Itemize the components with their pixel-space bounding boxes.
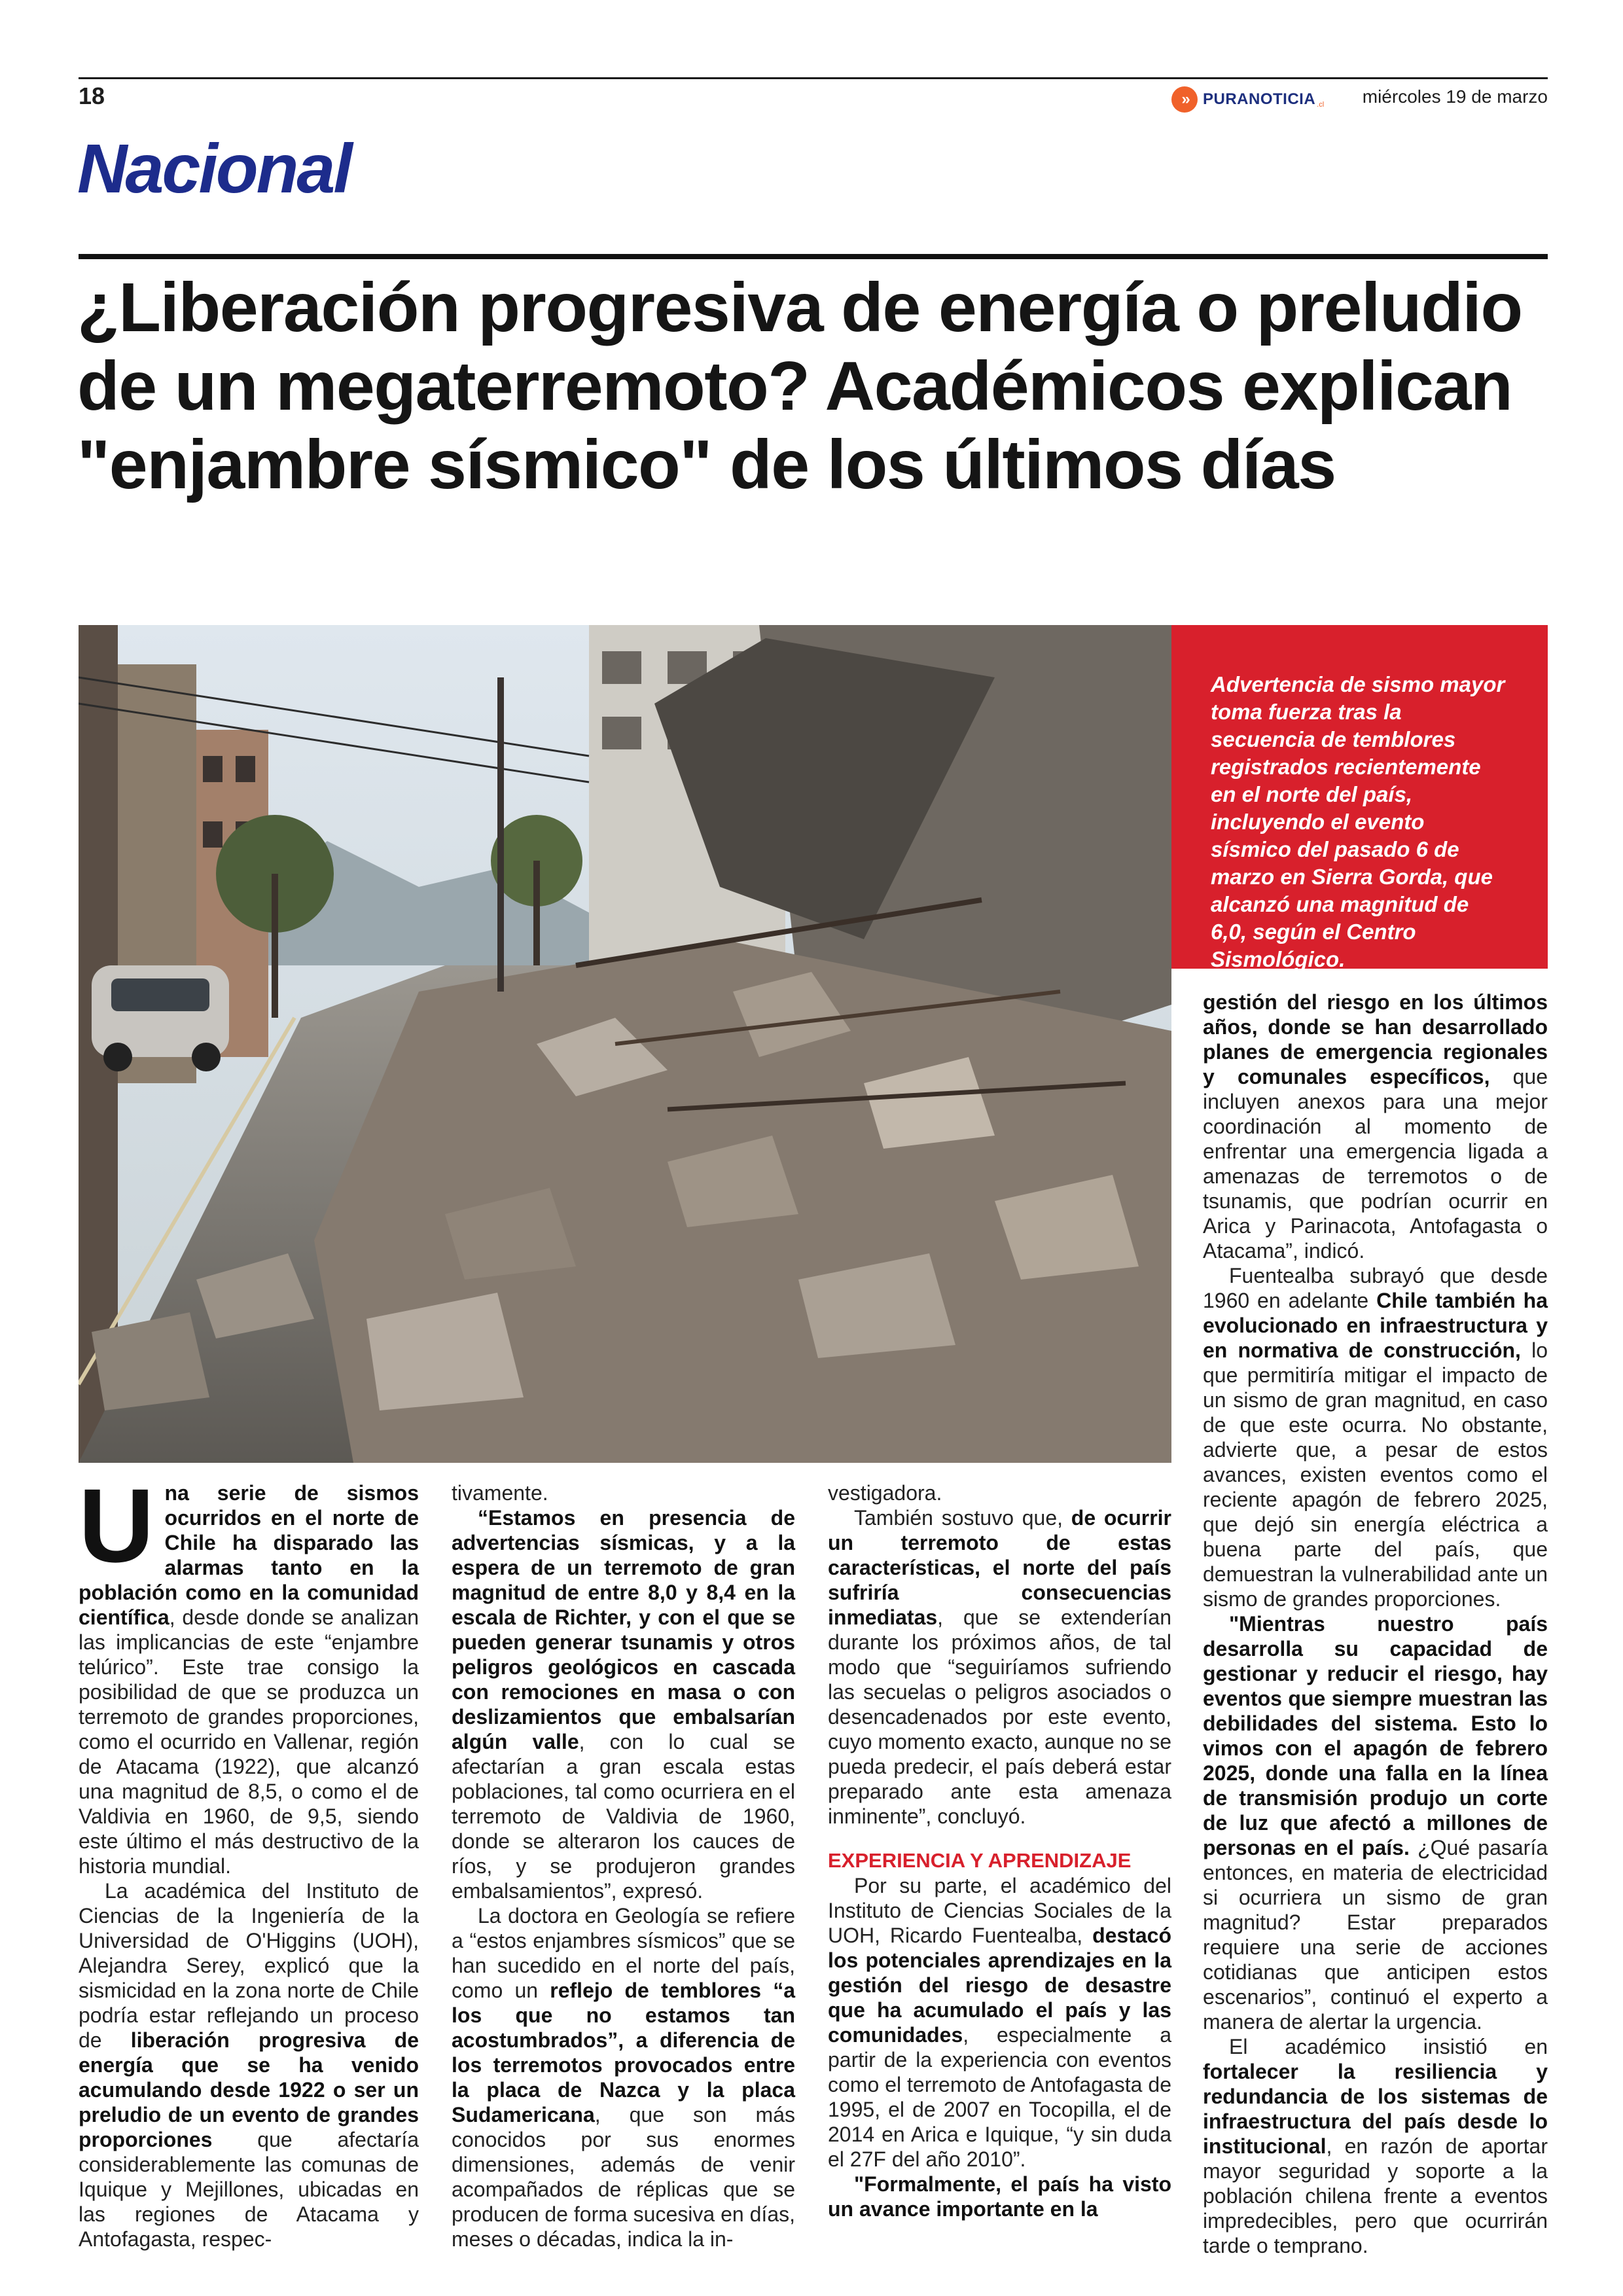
header-rule xyxy=(79,77,1548,79)
headline-rule xyxy=(79,254,1548,259)
article-paragraph xyxy=(452,1903,795,2251)
body-text: La doctora en Geología se refiere a “estos enjambres sísmicos” que se han sucedido en el norte del país, como un xyxy=(452,1904,795,2002)
bold-quote: “Estamos en presencia de advertencias sísmicas, y a la espera de un terremoto de gran magnitud de entre 8,0 y 8,4 en la escala de Richter, y con el que se pueden generar tsunamis y otros peligros geológicos en cascada con remociones en masa o con deslizamientos que embalsarían algún valle xyxy=(452,1506,795,1753)
drop-cap: U xyxy=(79,1467,154,1584)
issue-date: miércoles 19 de marzo xyxy=(1362,86,1548,107)
body-text: , que son más conocidos por sus enormes dimensiones, además de venir acompañados de réplicas que se producen de forma sucesiva en días, meses o décadas, indica la in- xyxy=(452,2103,795,2251)
logo-suffix: .cl xyxy=(1317,101,1325,109)
article-paragraph xyxy=(1203,1263,1548,1611)
article-paragraph xyxy=(452,1480,795,1505)
puranoticia-logo[interactable] xyxy=(1171,86,1324,113)
bold-text: fortalecer la resiliencia y redundancia de los sistemas de infraestructura del país desde lo institucional xyxy=(1203,2060,1548,2158)
subheading: EXPERIENCIA Y APRENDIZAJE xyxy=(828,1849,1132,1872)
bold-quote: gestión del riesgo en los últimos años, donde se han desarrollado planes de emergencia regionales y comunales específicos, xyxy=(1203,990,1548,1088)
article-paragraph xyxy=(1203,990,1548,1263)
body-text: , especialmente a partir de la experiencia con eventos como el terremoto de Antofagasta de 1995, el de 2007 en Tocopilla, el de 2014 en Arica e Iquique, “y sin duda el 27F del año 2010”. xyxy=(828,2023,1171,2171)
bold-lead: na serie de sismos ocurridos en el norte de Chile ha disparado las alarmas tanto en la población como en la comunidad científica xyxy=(79,1481,419,1629)
body-text: También sostuvo que, xyxy=(854,1506,1071,1530)
body-text: lo que permitiría mitigar el impacto de un sismo de gran magnitud, en caso de que este ocurra. No obstante, advierte que, a pesar de estos avances, existen eventos como el reciente apagón de febrero 2025, que dejó sin energía eléctrica a buena parte del país, que demuestran la vulnerabilidad ante un sismo de grandes proporciones. xyxy=(1203,1338,1548,1611)
body-text: ¿Qué pasaría entonces, en materia de electricidad si ocurriera un sismo de gran magnitud? Estar preparados requiere una serie de acciones cotidianas que anticipen estos escenarios”, continuó el experto a manera de alertar la urgencia. xyxy=(1203,1836,1548,2034)
page-number: 18 xyxy=(79,82,105,109)
body-text: Por su parte, el académico del Instituto de Ciencias Sociales de la UOH, Ricardo Fuentealba, xyxy=(828,1874,1171,1947)
body-text: tivamente. xyxy=(452,1481,548,1505)
sidebar-callout xyxy=(1171,625,1548,969)
body-text: que afectaría considerablemente las comunas de Iquique y Mejillones, ubicadas en las regiones de Atacama y Antofagasta, respec- xyxy=(79,2128,419,2251)
body-text: La académica del Instituto de Ciencias de la Ingeniería de la Universidad de O'Higgins (UOH), Alejandra Serey, explicó que la sismicidad en la zona norte de Chile podría estar reflejando un proceso de xyxy=(79,1879,419,2052)
article-column-1 xyxy=(79,1467,419,2251)
article-column-4 xyxy=(1203,990,1548,2258)
article-paragraph xyxy=(1203,1611,1548,2034)
article-column-3 xyxy=(828,1480,1171,2221)
body-text: , que se extenderían durante los próximos años, de tal modo que “seguiríamos sufriendo las secuelas o peligros asociados o desencadenados por este evento, cuyo momento exacto, aunque no se pueda predecir, el país deberá estar preparado ante esta amenaza inminente”, concluyó. xyxy=(828,1605,1171,1828)
bold-text: reflejo de temblores “a los que no estamos tan acostumbrados”, a diferencia de los terremotos provocados entre la placa de Nazca y la placa Sudamericana xyxy=(452,1979,796,2126)
body-text: Fuentealba subrayó que desde 1960 en adelante xyxy=(1203,1264,1548,1312)
article-paragraph xyxy=(79,1467,419,1878)
article-paragraph xyxy=(1203,2034,1548,2258)
article-paragraph xyxy=(452,1505,795,1903)
bold-quote: "Mientras nuestro país desarrolla su capacidad de gestionar y reducir el riesgo, hay eventos que siempre muestran las debilidades del sistema. Esto lo vimos con el apagón de febrero 2025, donde una falla en la línea de transmisión produjo un corte de luz que afectó a millones de personas en el país. xyxy=(1203,1612,1548,1859)
article-paragraph xyxy=(828,1505,1171,1829)
body-text: , en razón de aportar mayor seguridad y soporte a la población chilena frente a eventos impredecibles, pero que ocurrirán tarde o temprano. xyxy=(1203,2134,1548,2257)
chevrons-icon: » xyxy=(1171,86,1198,113)
sidebar-text: Advertencia de sismo mayor toma fuerza tras la secuencia de temblores registrados recientemente en el norte del país, incluyendo el evento sísmico del pasado 6 de marzo en Sierra Gorda, que alcanzó una magnitud de 6,0, según el Centro Sismológico. xyxy=(1211,672,1505,971)
article-paragraph xyxy=(828,1873,1171,2172)
bold-text: liberación progresiva de energía que se ha venido acumulando desde 1922 o ser un preludio de un evento de grandes proporciones xyxy=(79,2028,419,2151)
bold-text: Chile también ha evolucionado en infraestructura y en normativa de construcción, xyxy=(1203,1289,1548,1362)
body-text: que incluyen anexos para una mejor coordinación al momento de enfrentar una emergencia ligada a amenazas de terremotos o de tsunamis, que podrían ocurrir en Arica y Parinacota, Antofagasta o Atacama”, indicó. xyxy=(1203,1065,1548,1263)
body-text: , con lo cual se afectarían a gran escala estas poblaciones, tal como ocurriera en el terremoto de Valdivia de 1960, donde se alteraron los cauces de ríos, y se produjeron grandes embalsamientos”, expresó. xyxy=(452,1730,796,1903)
headline: ¿Liberación progresiva de energía o preludio de un megaterremoto? Académicos explican "enjambre sísmico" de los últimos días xyxy=(77,269,1522,503)
section-title: Nacional xyxy=(77,130,351,207)
article-paragraph xyxy=(828,2172,1171,2221)
body-text: , desde donde se analizan las implicancias de este “enjambre telúrico”. Este trae consigo la posibilidad de que se produzca un terremoto de grandes proporciones, como el ocurrido en Vallenar, región de Atacama (1922), que alcanzó una magnitud de 8,5, o como el de Valdivia en 1960, de 9,5, siendo este último el más destructivo de la historia mundial. xyxy=(79,1605,419,1878)
article-paragraph xyxy=(828,1480,1171,1505)
bold-quote: "Formalmente, el país ha visto un avance importante en la xyxy=(828,2172,1171,2221)
body-text: El académico insistió en xyxy=(1229,2035,1548,2058)
article-column-2 xyxy=(452,1480,795,2251)
body-text: vestigadora. xyxy=(828,1481,942,1505)
logo-text: PURANOTICIA xyxy=(1203,90,1316,108)
bold-text: de ocurrir un terremoto de estas características, el norte del país sufriría consecuencias inmediatas xyxy=(828,1506,1171,1629)
bold-text: destacó los potenciales aprendizajes en la gestión del riesgo de desastre que ha acumulado el país y las comunidades xyxy=(828,1924,1171,2047)
earthquake-rubble-photo xyxy=(79,625,1171,1463)
article-paragraph xyxy=(79,1878,419,2251)
